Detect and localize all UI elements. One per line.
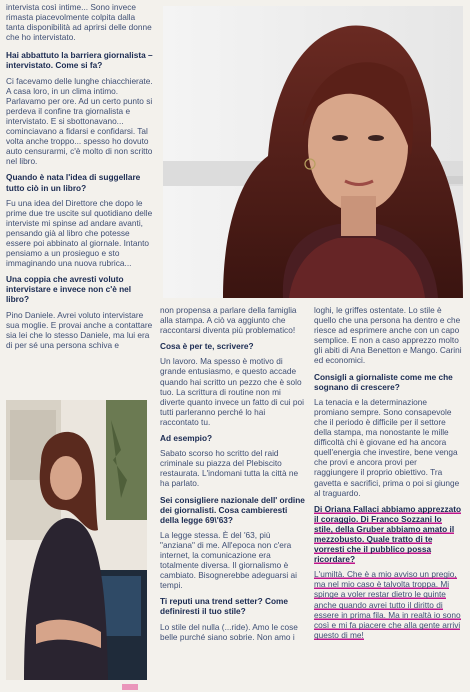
question-5: Ad esempio? <box>160 433 213 444</box>
question-6: Sei consigliere nazionale dell' ordine dei giornalisti. Cosa cambieresti della legge 69\'63? <box>160 494 305 525</box>
question-2: Quando è nata l'idea di suggellare tutto ciò in un libro? <box>6 172 141 193</box>
answer-4: Un lavoro. Ma spesso è motivo di grande entusiasmo, e questo accade quando hai scritto un pezzo che è solo tuo. La scrittura di routine non mi diverte quanto invece un fatto di cui poi tutti parleranno perché lo hai raccontato tu. <box>160 356 304 427</box>
answer-5: Sabato scorso ho scritto del raid criminale su piazza del Plebiscito restaurata. L'indomani tutta la città ne ha parlato. <box>160 448 299 489</box>
question-1: Hai abbattuto la barriera giornalista – intervistato. Come si fa? <box>6 50 153 71</box>
portrait-photo <box>163 6 463 298</box>
answer-2: Fu una idea del Direttore che dopo le prime due tre uscite sul quotidiano delle interviste mi spinse ad andare avanti, pensando già al libro che potesse essere poi abbinato al giornale. Intanto pensiamo a un prosieguo e sto immaginando una nuova rubrica... <box>6 197 153 269</box>
answer-3-continued: non propensa a parlare della famiglia alla stampa. A ciò va aggiunto che raccontarsi diventa più problematico! <box>160 305 297 336</box>
question-9: Di Oriana Fallaci abbiamo apprezzato il coraggio. Di Franco Sozzani lo stile, della Gruber abbiamo amato il mezzobusto. Quale tratto di te vorresti che il pubblico possa ricordare? <box>314 503 462 565</box>
column-3 <box>314 305 462 645</box>
intro-paragraph: intervista così intime... Sono invece rimasta piacevolmente colpita dalla tanta disponibilità ad aprirsi delle donne che ho intervistato. <box>6 2 152 43</box>
question-7: Ti reputi una trend setter? Come definiresti il tuo stile? <box>160 596 289 617</box>
office-photo <box>6 400 147 680</box>
answer-9-block <box>314 569 462 640</box>
question-9-block <box>314 504 462 565</box>
column-2 <box>160 305 306 647</box>
answer-8: La tenacia e la determinazione promiano sempre. Sono consapevole che il periodo è difficile per il settore della stampa, ma nonostante le mille difficoltà chi è giovane ed ha ancora quell'energia che investire, bene venga che provi e ancora provi per raggiungere il proprio obiettivo. Tra gavetta e sacrifici, prima o poi si giunge al traguardo. <box>314 396 460 498</box>
answer-7-continued: loghi, le griffes ostentate. Lo stile è quello che una persona ha dentro e che riesce ad esprimere anche con un capo semplice. E non a caso apprezzo molto gli abiti di Ana Benetton e Mango. Carini ed economici. <box>314 305 462 366</box>
page-mark <box>122 684 138 690</box>
answer-7: Lo stile del nulla (...ride). Amo le cose belle purché siano sobrie. Non amo i <box>160 621 298 642</box>
answer-3: Pino Daniele. Avrei voluto intervistare sua moglie. E provai anche a contattare sia lei che lo stesso Daniele, ma lui era di per sé una persona schiva e <box>6 309 153 350</box>
answer-9: L'umiltà. Che è a mio avviso un pregio, ma nel mio caso è talvolta troppa. Mi spinge a voler restar dietro le quinte anche quando avrei tutto il diritto di essere in prima fila. Ma in realtà io sono così e mi fa piacere che alla gente arrivi questo di me! <box>314 569 461 640</box>
question-3: Una coppia che avresti voluto intervistare e invece non c'è nel libro? <box>6 274 132 305</box>
column-1 <box>6 2 155 355</box>
answer-1: Ci facevamo delle lunghe chiacchierate. A casa loro, in un clima intimo. Parlavamo per ore. Ad un certo punto si perdeva il confine tra giornalista e intervistato. E si sbottonavano... cominciavano a fidarsi e confidarsi. Tal volta anche troppo... spesso ho dovuto auto censurarmi, c'è molto di non scritto nel libro. <box>6 75 153 167</box>
question-8: Consigli a giornaliste come me che sognano di crescere? <box>314 371 453 392</box>
answer-6: La legge stessa. È del '63, più "anziana" di me. All'epoca non c'era internet, la comunicazione era totalmente diversa. Il giornalismo è cambiato. Bisognerebbe adeguarsi ai tempi. <box>160 529 297 591</box>
question-4: Cosa è per te, scrivere? <box>160 341 254 352</box>
